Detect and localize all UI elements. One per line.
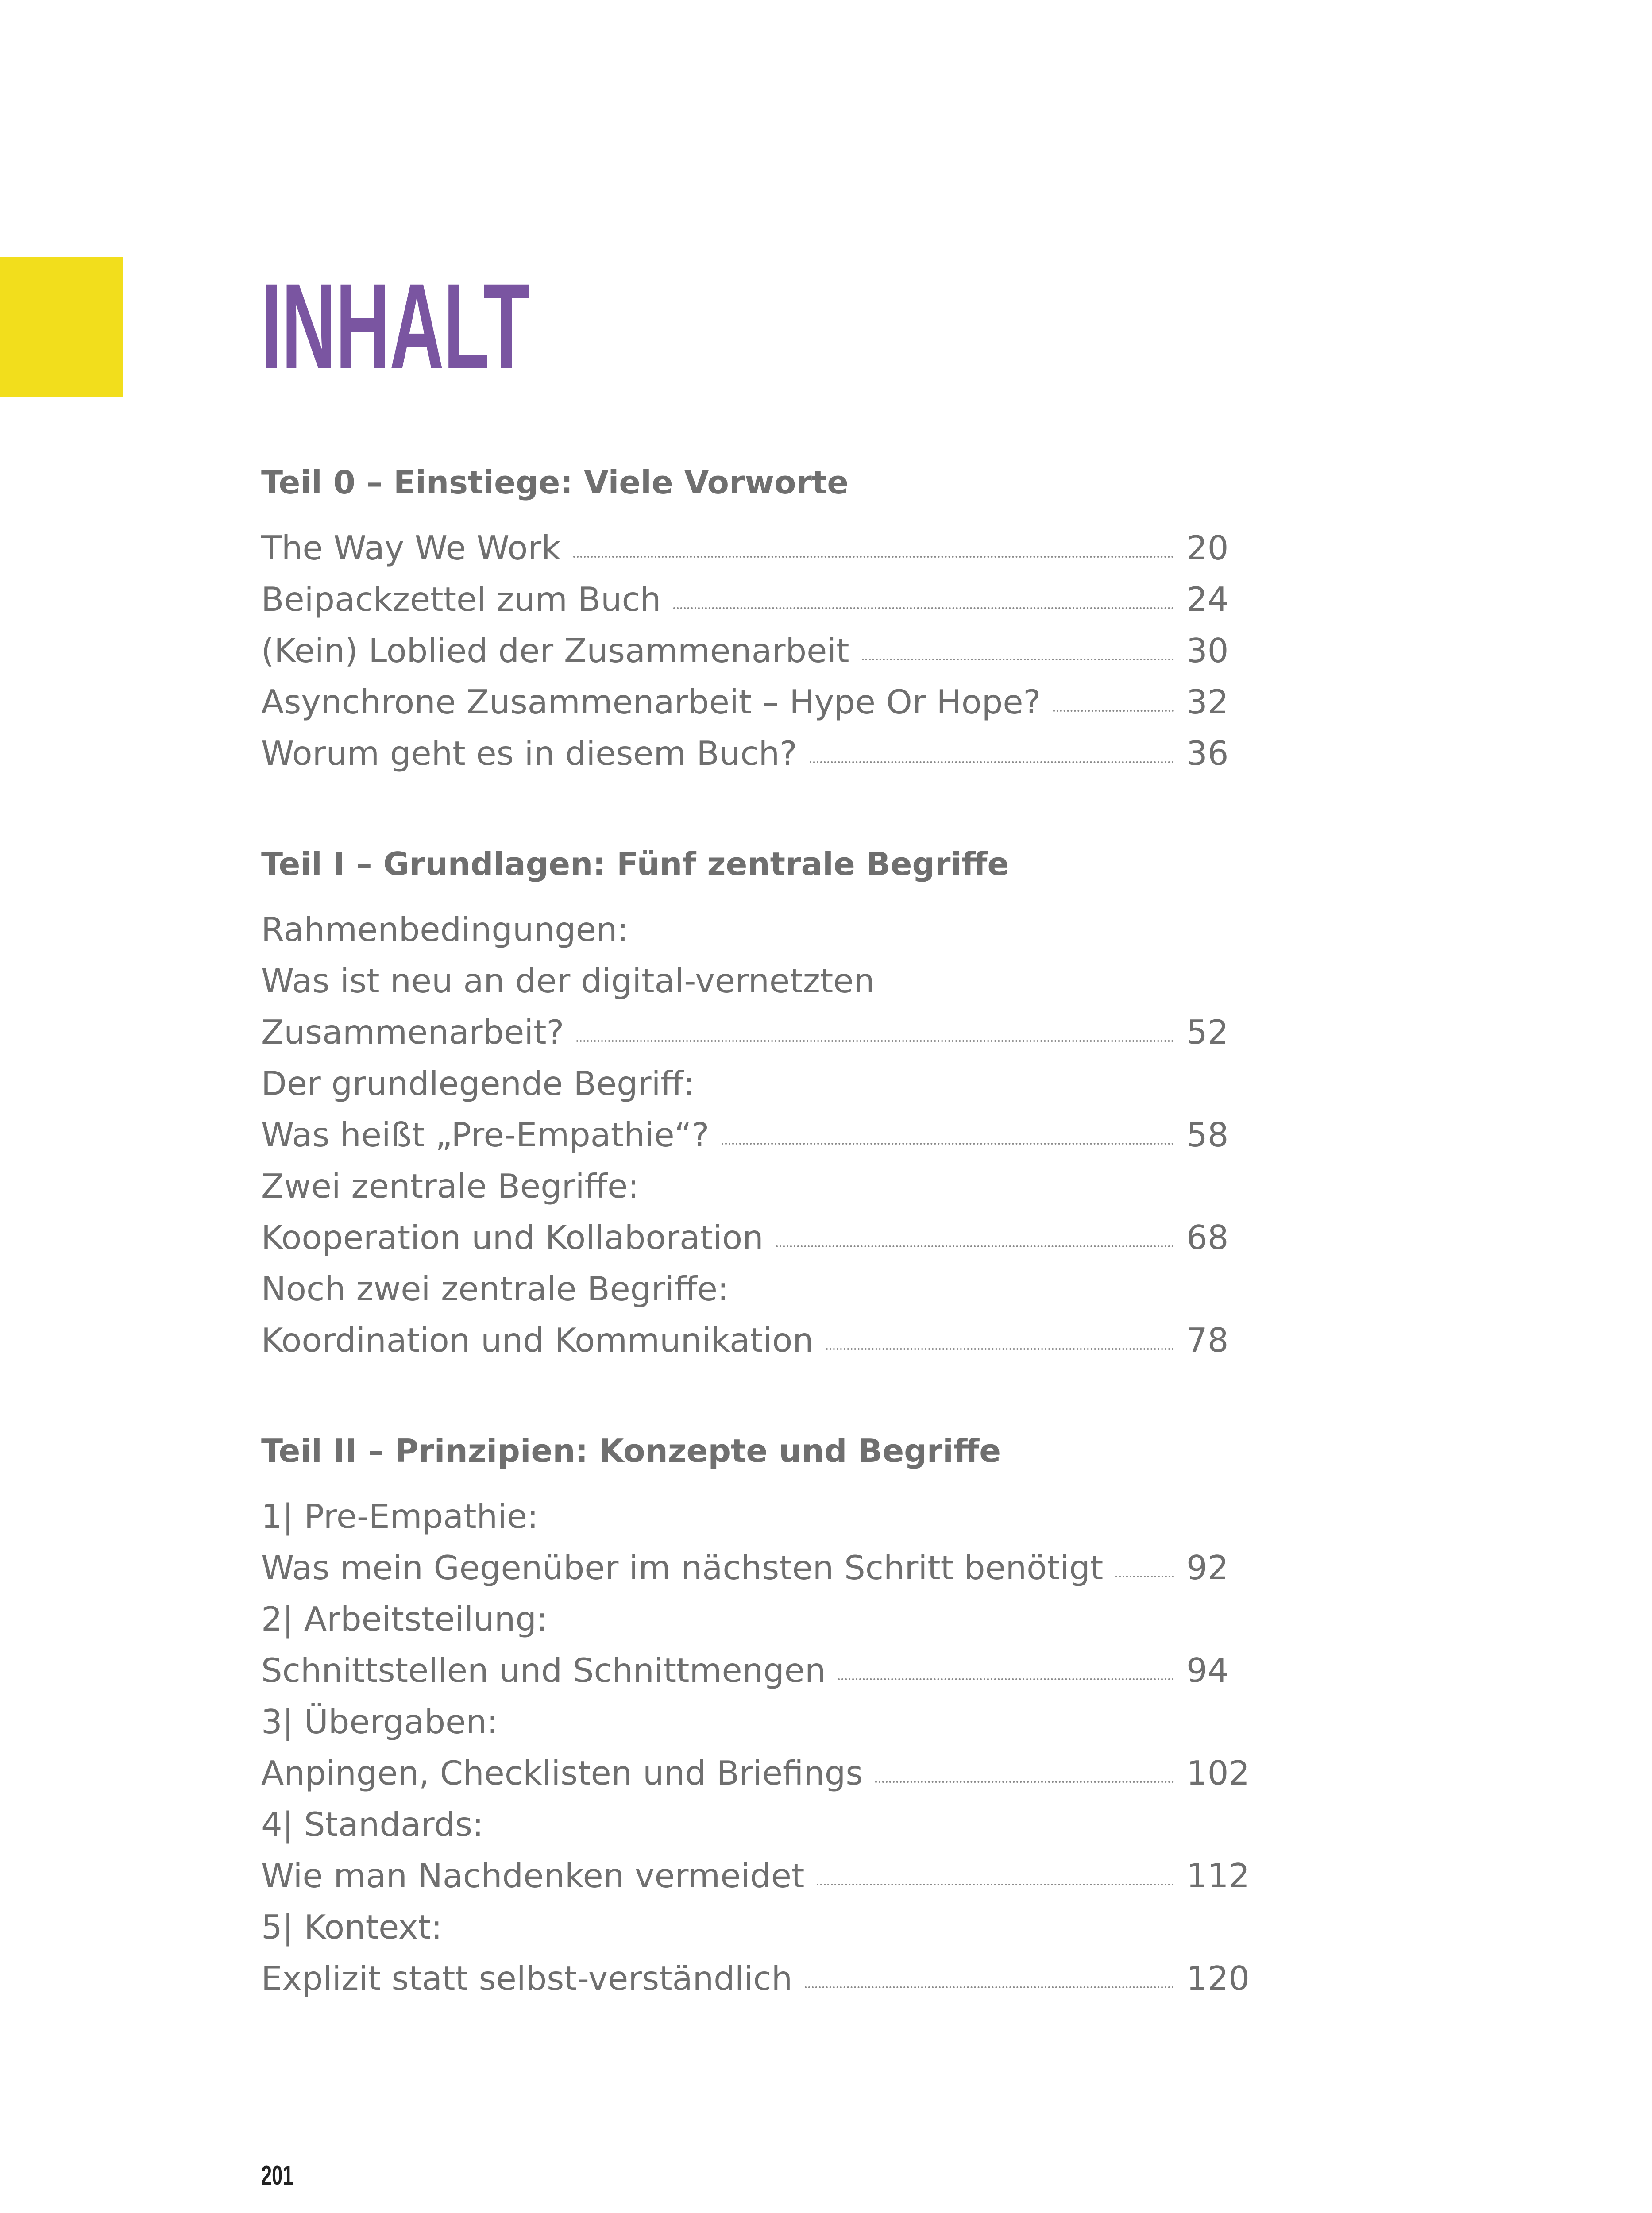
toc-entry-subtitle [261, 904, 1253, 955]
toc-entry-subtitle [261, 1901, 1253, 1953]
toc-page-number: 52 [1186, 1013, 1229, 1052]
toc-section-teil-2 [261, 1429, 1253, 2004]
toc-entry-subtitle [261, 955, 1253, 1006]
toc-section-teil-0 [261, 460, 1253, 779]
toc-entry-subtitle [261, 1696, 1253, 1747]
toc-entry-text: The Way We Work [261, 528, 561, 567]
toc-section-teil-1 [261, 842, 1253, 1366]
toc-entry-text: 4| Standards: [261, 1805, 484, 1844]
dot-leader [576, 1040, 1174, 1042]
toc-entry-text: Was mein Gegenüber im nächsten Schritt benötigt [261, 1548, 1104, 1587]
section-heading: Teil 0 – Einstiege: Viele Vorworte [261, 464, 849, 501]
toc-entry[interactable] [261, 1212, 1253, 1263]
toc-entries [261, 1491, 1253, 2004]
toc-page-number: 30 [1186, 631, 1229, 670]
dot-leader [776, 1245, 1174, 1247]
toc-entry-text: Schnittstellen und Schnittmengen [261, 1651, 826, 1690]
toc-entry[interactable] [261, 574, 1253, 625]
dot-leader [826, 1348, 1174, 1350]
dot-leader [838, 1678, 1174, 1680]
dot-leader [862, 659, 1174, 660]
toc-entry-text: Was ist neu an der digital-vernetzten [261, 961, 875, 1000]
dot-leader [805, 1986, 1174, 1988]
toc-entry[interactable] [261, 728, 1253, 779]
toc-entry[interactable] [261, 676, 1253, 728]
toc-entry-text: Noch zwei zentrale Begriffe: [261, 1269, 729, 1308]
toc-entry[interactable] [261, 1850, 1253, 1901]
toc-entry-text: Was heißt „Pre-Empathie“? [261, 1115, 710, 1154]
toc-entry[interactable] [261, 1109, 1253, 1160]
toc-page-number: 78 [1186, 1321, 1229, 1360]
toc-entry-text: Beipackzettel zum Buch [261, 580, 661, 619]
toc-page-number: 102 [1186, 1754, 1250, 1793]
toc-entry[interactable] [261, 1953, 1253, 2004]
toc-page-number: 112 [1186, 1856, 1250, 1895]
page-number: 201 [261, 2160, 293, 2191]
dot-leader [817, 1884, 1174, 1885]
toc-entry[interactable] [261, 1747, 1253, 1799]
toc-entry[interactable] [261, 625, 1253, 676]
toc-page-number: 94 [1186, 1651, 1229, 1690]
dot-leader [673, 607, 1174, 609]
toc-entry-subtitle [261, 1491, 1253, 1542]
toc-entry-subtitle [261, 1263, 1253, 1315]
page-title: INHALT [261, 258, 529, 394]
dot-leader [722, 1143, 1174, 1145]
dot-leader [1115, 1576, 1174, 1577]
toc-entry-text: (Kein) Loblied der Zusammenarbeit [261, 631, 849, 670]
toc-entry[interactable] [261, 1542, 1253, 1593]
toc-entry-subtitle [261, 1799, 1253, 1850]
section-heading: Teil II – Prinzipien: Konzepte und Begriffe [261, 1432, 1001, 1469]
toc-entry-text: Zwei zentrale Begriffe: [261, 1167, 639, 1206]
toc-page-number: 36 [1186, 734, 1229, 773]
toc-page-number: 58 [1186, 1115, 1229, 1154]
toc-entry[interactable] [261, 1645, 1253, 1696]
toc-entry-text: 2| Arbeitsteilung: [261, 1600, 548, 1639]
toc-entry[interactable] [261, 1315, 1253, 1366]
dot-leader [810, 761, 1174, 763]
toc-page-number: 92 [1186, 1548, 1229, 1587]
toc-entries [261, 904, 1253, 1366]
toc-entry-text: Zusammenarbeit? [261, 1013, 564, 1052]
toc-entry-subtitle [261, 1058, 1253, 1109]
toc-entry-text: Kooperation und Kollaboration [261, 1218, 764, 1257]
toc-page-number: 68 [1186, 1218, 1229, 1257]
toc-entry-text: Asynchrone Zusammenarbeit – Hype Or Hope? [261, 682, 1041, 721]
toc-entry-text: Der grundlegende Begriff: [261, 1064, 695, 1103]
dot-leader [1053, 710, 1174, 712]
toc-entry-text: 5| Kontext: [261, 1908, 442, 1947]
section-heading: Teil I – Grundlagen: Fünf zentrale Begriffe [261, 845, 1009, 883]
toc-page-number: 24 [1186, 580, 1229, 619]
toc-entry-text: Rahmenbedingungen: [261, 910, 629, 949]
toc-entries [261, 522, 1253, 779]
toc-entry-text: Wie man Nachdenken vermeidet [261, 1856, 805, 1895]
toc-page-number: 20 [1186, 528, 1229, 567]
dot-leader [573, 556, 1174, 558]
toc-entry-subtitle [261, 1593, 1253, 1645]
toc-page-number: 120 [1186, 1959, 1250, 1998]
toc-page-number: 32 [1186, 682, 1229, 721]
toc-entry-subtitle [261, 1160, 1253, 1212]
toc-entry[interactable] [261, 522, 1253, 574]
toc-entry[interactable] [261, 1006, 1253, 1058]
yellow-accent-block [0, 257, 123, 397]
toc-entry-text: Worum geht es in diesem Buch? [261, 734, 797, 773]
toc-entry-text: Explizit statt selbst-verständlich [261, 1959, 793, 1998]
toc-entry-text: 1| Pre-Empathie: [261, 1497, 539, 1536]
dot-leader [875, 1781, 1174, 1783]
toc-entry-text: Anpingen, Checklisten und Briefings [261, 1754, 863, 1793]
toc-entry-text: Koordination und Kommunikation [261, 1321, 814, 1360]
toc-entry-text: 3| Übergaben: [261, 1702, 498, 1741]
